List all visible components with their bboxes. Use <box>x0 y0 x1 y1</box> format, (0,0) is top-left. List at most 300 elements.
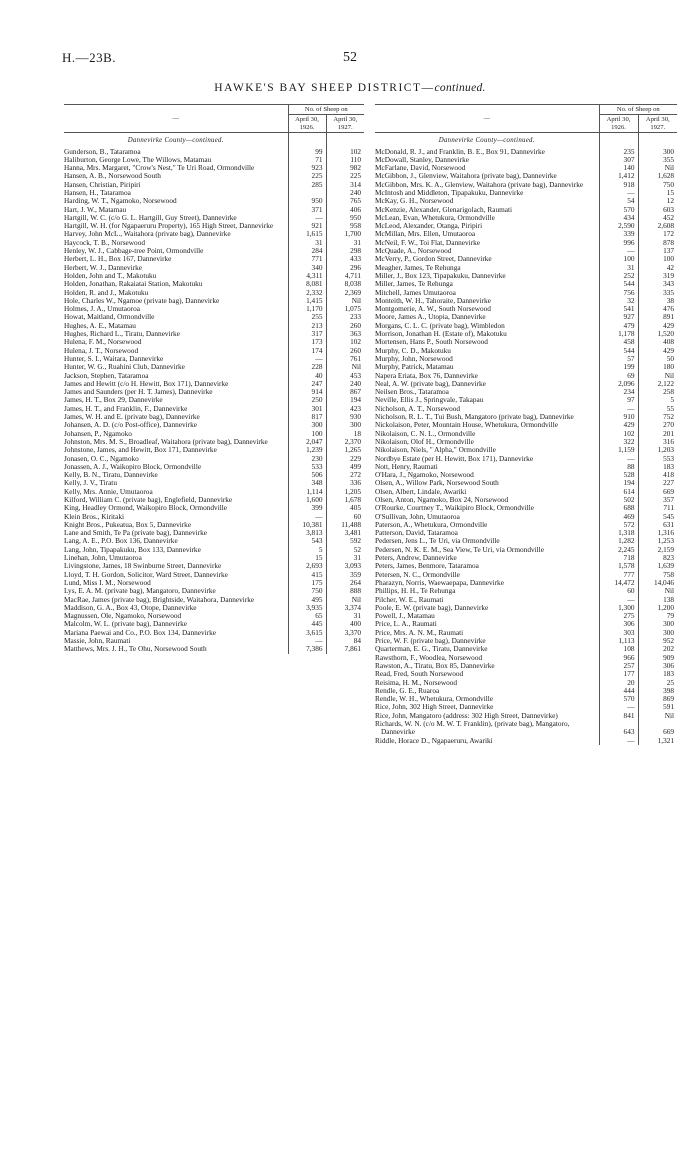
sheep-table-right <box>375 104 677 745</box>
owner-name: Nott, Henry, Raumati <box>375 463 599 471</box>
sheep-1927: 1,628 <box>657 171 675 181</box>
owner-name: Hartgill, W. C. (c/o G. L. Hartgill, Guy Street), Dannevirke <box>64 214 288 222</box>
sheep-1926: 750 <box>288 587 326 595</box>
owner-name: Johnston, Mrs. M. S., Broadleaf, Waitahora (private bag), Dannevirke <box>64 438 288 446</box>
owner-name: Jonasen, O. C., Ngamoko <box>64 455 288 463</box>
sheep-1926: — <box>599 405 638 413</box>
owner-name: Johansen, P., Ngamoko <box>64 430 288 438</box>
sheep-1927: 270 <box>663 420 675 430</box>
sheep-1927: 2,369 <box>344 287 362 297</box>
owner-name: Lang, A. E., P.O. Box 136, Dannevirke <box>64 537 288 545</box>
sheep-1927: 408 <box>663 337 675 347</box>
owner-name: Quarterman, E. G., Tiratu, Dannevirke <box>375 645 599 653</box>
sheep-1926: 444 <box>599 687 638 695</box>
sheep-1927: 1,316 <box>657 528 675 538</box>
owner-name: Murphy, Patrick, Matamau <box>375 363 599 371</box>
sheep-1926: 1,412 <box>599 172 638 180</box>
sheep-1927: 909 <box>663 652 675 662</box>
sheep-1927: 765 <box>350 196 362 206</box>
owner-name: Mariana Paewai and Co., P.O. Box 134, Dannevirke <box>64 629 288 637</box>
sheep-1927: 11,488 <box>341 519 362 529</box>
owner-name: Hartgill, W. H. (for Ngapaeruru Property), 165 High Street, Dannevirke <box>64 222 288 230</box>
sheep-1926: 32 <box>599 297 638 305</box>
sheep-1927: 225 <box>350 171 362 181</box>
sheep-1926: 415 <box>288 571 326 579</box>
sheep-1926: 506 <box>288 471 326 479</box>
owner-name: Peters, James, Benmore, Tataramoa <box>375 562 599 570</box>
owner-name: Rawston, A., Tiratu, Box 85, Dannevirke <box>375 662 599 670</box>
sheep-1926: 923 <box>288 164 326 172</box>
sheep-1926: 502 <box>599 496 638 504</box>
owner-name: Hanna, Mrs. Margaret, "Crow's Nest," Te Uri Road, Ormondville <box>64 164 288 172</box>
sheep-1927: 31 <box>353 553 362 563</box>
owner-name: Harvey, John McL., Waitahora (private bag), Dannevirke <box>64 230 288 238</box>
sheep-1927: 631 <box>663 519 675 529</box>
sheep-1926: 2,590 <box>599 222 638 230</box>
sheep-1927: 12 <box>666 196 675 206</box>
owner-name: Reisima, H. M., Norsewood <box>375 679 599 687</box>
name-column-header: — <box>375 105 599 133</box>
sheep-1927: 102 <box>350 146 362 156</box>
sheep-1926: 528 <box>599 471 638 479</box>
owner-name: Herbert, L. H., Box 167, Dannevirke <box>64 255 288 263</box>
owner-name: Richards, W. N. (c/o M. W. T. Franklin), (private bag), Mangatoro, Dannevirke <box>375 720 599 737</box>
owner-name: Lane and Smith, Te Pa (private bag), Dannevirke <box>64 529 288 537</box>
sheep-1926: 65 <box>288 612 326 620</box>
sheep-1927: Nil <box>664 710 675 720</box>
sheep-1927: 300 <box>663 627 675 637</box>
owner-name: Matthews, Mrs. J. H., Te Ohu, Norsewood South <box>64 645 288 653</box>
sheep-1927: 300 <box>663 619 675 629</box>
owner-name: Linehan, John, Umutaoroa <box>64 554 288 562</box>
sheep-1927: 758 <box>663 569 675 579</box>
sheep-count-header: No. of Sheep on <box>288 105 364 115</box>
owner-name: Jonassen, A. J., Waikopiro Block, Ormondville <box>64 463 288 471</box>
sheep-1927: 319 <box>663 270 675 280</box>
sheep-1926: 247 <box>288 380 326 388</box>
sheep-1927: 227 <box>663 478 675 488</box>
sheep-1927: 452 <box>663 212 675 222</box>
owner-name: Moore, James A., Utopia, Dannevirke <box>375 313 599 321</box>
sheep-1926: 306 <box>599 620 638 628</box>
sheep-1926: 1,615 <box>288 230 326 238</box>
page-header <box>0 50 700 70</box>
owner-name: Miller, J., Box 123, Tipapakuku, Dannevirke <box>375 272 599 280</box>
owner-name: Holden, John and T., Makotuku <box>64 272 288 280</box>
sheep-1927: 79 <box>666 611 675 621</box>
owner-name: McNeil, F. W., Toi Flat, Dannevirke <box>375 239 599 247</box>
sheep-1927: 5 <box>670 395 675 405</box>
sheep-1927: 138 <box>663 594 675 604</box>
sheep-1927: 363 <box>350 329 362 339</box>
owner-name: Magnussen, Ole, Ngamoko, Norsewood <box>64 612 288 620</box>
sheep-1927: 15 <box>666 188 675 197</box>
sheep-1927: 1,200 <box>657 602 675 612</box>
sheep-1927: 357 <box>663 494 675 504</box>
sheep-1927: 761 <box>350 353 362 363</box>
owner-name: Mitchell, James Umutaoroa <box>375 289 599 297</box>
sheep-1927: Nil <box>664 586 675 596</box>
sheep-1927: Nil <box>351 362 362 372</box>
sheep-1927: 42 <box>666 262 675 272</box>
owner-name: Price, W. F. (private bag), Dannevirke <box>375 637 599 645</box>
owner-name: Riddle, Horace D., Ngapaeruru, Awariki <box>375 737 599 745</box>
sheep-1926: 285 <box>288 181 326 189</box>
sheep-1927: 398 <box>663 685 675 695</box>
sheep-1927: 823 <box>663 553 675 563</box>
sheep-1927: 335 <box>663 287 675 297</box>
owner-name: Miller, James, Te Rehunga <box>375 280 599 288</box>
year-1927-header: April 30, 1927. <box>638 115 677 133</box>
sheep-1927: Nil <box>664 370 675 380</box>
sheep-1927: 406 <box>350 204 362 214</box>
owner-name: McGibbon, Mrs. K. A., Glenview, Waitahora (private bag), Dannevirke <box>375 181 599 189</box>
owner-name: Holmes, J. A., Umutaoroa <box>64 305 288 313</box>
owner-name: Nikolaison, Olof H., Ormondville <box>375 438 599 446</box>
owner-name: Hansen, Christian, Piripiri <box>64 181 288 189</box>
owner-name: McIntosh and Middleton, Tipapakuku, Dannevirke <box>375 189 599 197</box>
sheep-1927: 180 <box>663 362 675 372</box>
sheep-1927: 453 <box>350 370 362 380</box>
owner-name: Henley, W. J., Cabbage-tree Point, Ormondville <box>64 247 288 255</box>
sheep-1926: 275 <box>599 612 638 620</box>
sheep-1927: 55 <box>666 403 675 413</box>
owner-name: Powell, J., Matamau <box>375 612 599 620</box>
owner-name: Maddison, G. A., Box 43, Otope, Dannevirke <box>64 604 288 612</box>
owner-name: Howat, Maitland, Ormondville <box>64 313 288 321</box>
owner-name: Napera Eriata, Box 76, Dannevirke <box>375 372 599 380</box>
sheep-1927: 2,608 <box>657 221 675 231</box>
owner-name: O'Rourke, Courtney T., Waikipiro Block, Ormondville <box>375 504 599 512</box>
sheep-1927: 336 <box>350 478 362 488</box>
owner-name: Mortensen, Hans P., South Norsewood <box>375 338 599 346</box>
sheep-1927: 272 <box>350 470 362 480</box>
sheep-1926: 20 <box>599 679 638 687</box>
sheep-1926: 317 <box>288 330 326 338</box>
owner-name: Kelly, B. N., Tiratu, Dannevirke <box>64 471 288 479</box>
owner-name: Montgomerie, A. W., South Norsewood <box>375 305 599 313</box>
sheep-1927: 499 <box>350 461 362 471</box>
sheep-1926: 543 <box>288 537 326 545</box>
sheep-1927: 429 <box>663 320 675 330</box>
owner-name: Lloyd, T. H. Gordon, Solicitor, Ward Street, Dannevirke <box>64 571 288 579</box>
sheep-1926: 303 <box>599 629 638 637</box>
owner-name: Patterson, David, Tataramoa <box>375 529 599 537</box>
sheep-1926: 173 <box>288 338 326 346</box>
sheep-1927: 2,159 <box>657 544 675 554</box>
sheep-1926: 257 <box>599 662 638 670</box>
sheep-1927: 433 <box>350 254 362 264</box>
sheep-1926: 340 <box>288 264 326 272</box>
owner-name: Hughes, A. E., Matamau <box>64 322 288 330</box>
owner-name: Massie, John, Raumati <box>64 637 288 645</box>
owner-name: James, H. T., and Franklin, F., Dannevirke <box>64 405 288 413</box>
owner-name: McDowall, Stanley, Dannevirke <box>375 156 599 164</box>
sheep-1927: 545 <box>663 511 675 521</box>
year-1926-header: April 30, 1926. <box>288 115 326 133</box>
sheep-1927: 1,205 <box>344 486 362 496</box>
sheep-1927: 84 <box>353 636 362 646</box>
sheep-1926: 777 <box>599 571 638 579</box>
sheep-1927: 4,711 <box>344 270 362 280</box>
sheep-1927: Nil <box>351 594 362 604</box>
sheep-1927: 314 <box>350 179 362 189</box>
title-main: HAWKE'S BAY SHEEP DISTRICT— <box>214 82 435 94</box>
sheep-1926: 1,114 <box>288 488 326 496</box>
sheep-1926: 429 <box>599 421 638 429</box>
sheep-1926: 40 <box>288 372 326 380</box>
owner-name: Rawsthorn, F., Woodlea, Norsewood <box>375 654 599 662</box>
sheep-1926: — <box>599 737 638 745</box>
sheep-1926: 469 <box>599 513 638 521</box>
sheep-1926: 688 <box>599 504 638 512</box>
sheep-1926: 8,081 <box>288 280 326 288</box>
sheep-1927: 240 <box>350 188 362 197</box>
sheep-1926: 996 <box>599 239 638 247</box>
sheep-1926: 817 <box>288 413 326 421</box>
sheep-1926: — <box>599 247 638 255</box>
owner-name: Hughes, Richard L., Tiratu, Dannevirke <box>64 330 288 338</box>
sheep-1926: 495 <box>288 596 326 604</box>
sheep-1927: 201 <box>663 428 675 438</box>
owner-name: Murphy, John, Norsewood <box>375 355 599 363</box>
sheep-1927: 50 <box>666 353 675 363</box>
sheep-1927: 3,093 <box>344 561 362 571</box>
sheep-1927: 258 <box>663 387 675 397</box>
owner-name: Malcolm, W. L. (private bag), Dannevirke <box>64 620 288 628</box>
owner-name: McGibbon, J., Glenview, Waitahora (private bag), Dannevirke <box>375 172 599 180</box>
owner-name: Holden, Jonathan, Rakaiatai Station, Makotuku <box>64 280 288 288</box>
page-number: 52 <box>343 50 357 65</box>
sheep-1926: 99 <box>288 148 326 156</box>
owner-name: Haliburton, George Lowe, The Willows, Matamau <box>64 156 288 164</box>
sheep-1927: 52 <box>353 544 362 554</box>
sheep-1926: — <box>599 189 638 197</box>
sheep-1927: 110 <box>350 154 362 164</box>
sheep-1926: 570 <box>599 206 638 214</box>
sheep-1927: 2,370 <box>344 436 362 446</box>
sheep-1927: 429 <box>663 345 675 355</box>
owner-name: O'Hara, J., Ngamoko, Norsewood <box>375 471 599 479</box>
sheep-1927: 476 <box>663 304 675 314</box>
sheep-1927: 300 <box>663 146 675 156</box>
sheep-1926: 175 <box>288 579 326 587</box>
sheep-1927: 183 <box>663 461 675 471</box>
sheep-1926: 322 <box>599 438 638 446</box>
sheep-1927: 298 <box>350 246 362 256</box>
owner-name: Neville, Ellis J., Springvale, Takapau <box>375 396 599 404</box>
sheep-1926: 97 <box>599 396 638 404</box>
sheep-1926: 572 <box>599 521 638 529</box>
sheep-1927: 296 <box>350 262 362 272</box>
owner-name: Neal, A. W. (private bag), Dannevirke <box>375 380 599 388</box>
owner-name: Olsen, Anton, Ngamoko, Box 24, Norsewood <box>375 496 599 504</box>
sheep-1926: 2,096 <box>599 380 638 388</box>
owner-name: O'Sullivan, John, Umutaoroa <box>375 513 599 521</box>
sheep-1926: 966 <box>599 654 638 662</box>
sheep-1927: 423 <box>350 403 362 413</box>
sheep-1927: 7,861 <box>344 644 362 654</box>
sheep-1926: 2,693 <box>288 562 326 570</box>
sheep-1927: 867 <box>350 387 362 397</box>
sheep-1926: 250 <box>288 396 326 404</box>
sheep-1927: 14,046 <box>653 577 675 587</box>
owner-name: McKay, G. H., Norsewood <box>375 197 599 205</box>
sheep-1926: 927 <box>599 313 638 321</box>
sheep-1926: 255 <box>288 313 326 321</box>
sheep-1927: 306 <box>663 660 675 670</box>
sheep-1927: 100 <box>663 254 675 264</box>
sheep-1926: 348 <box>288 479 326 487</box>
owner-name: James and Saunders (per H. T. James), Dannevirke <box>64 388 288 396</box>
owner-name: McVerry, P., Gordon Street, Dannevirke <box>375 255 599 263</box>
sheep-1927: 102 <box>350 337 362 347</box>
sheep-1926: 479 <box>599 322 638 330</box>
sheep-1926: 841 <box>599 712 638 720</box>
owner-name: Herbert, W. J., Dannevirke <box>64 264 288 272</box>
owner-name: Read, Fred, South Norsewood <box>375 670 599 678</box>
owner-name: Hunter, W. G., Ruahini Club, Dannevirke <box>64 363 288 371</box>
owner-name: MacRae, James (private bag), Brightside, Waitahora, Dannevirke <box>64 596 288 604</box>
table-row <box>375 737 677 745</box>
sheep-1926: 2,332 <box>288 289 326 297</box>
sheep-1927: 38 <box>666 295 675 305</box>
owner-name: Murphy, C. D., Makotuku <box>375 347 599 355</box>
sheep-1926: 54 <box>599 197 638 205</box>
sheep-1926: 71 <box>288 156 326 164</box>
sheep-1927: 240 <box>350 378 362 388</box>
sheep-1926: 235 <box>599 148 638 156</box>
sheep-1926: 544 <box>599 347 638 355</box>
sheep-1926: 2,047 <box>288 438 326 446</box>
sheep-1926: 284 <box>288 247 326 255</box>
sheep-1926: 301 <box>288 405 326 413</box>
owner-name: Hulena, J. T., Norsewood <box>64 347 288 355</box>
owner-name: Poole, E. W. (private bag), Dannevirke <box>375 604 599 612</box>
owner-name: Nikolaison, Niels, " Alpha," Ormondville <box>375 446 599 454</box>
sheep-1926: 756 <box>599 289 638 297</box>
sheep-1927: 669 <box>663 486 675 496</box>
owner-name: Petersen, N. C., Ormondville <box>375 571 599 579</box>
owner-name: Rice, John, Mangatoro (address: 302 High Street, Dannevirke) <box>375 712 599 720</box>
sheep-1926: 225 <box>288 172 326 180</box>
owner-name: Nicholson, A. T., Norsewood <box>375 405 599 413</box>
owner-name: Monteith, W. H., Tahoraite, Dannevirke <box>375 297 599 305</box>
owner-name: Phillips, H. H., Te Rehunga <box>375 587 599 595</box>
sheep-1926: 921 <box>288 222 326 230</box>
sheep-1926: 339 <box>599 230 638 238</box>
sheep-1926: 31 <box>288 239 326 247</box>
title-continued: continued. <box>434 82 486 94</box>
sheep-1926: 228 <box>288 363 326 371</box>
owner-name: Kelly, Mrs. Annie, Umutaoroa <box>64 488 288 496</box>
sheep-1926: 4,311 <box>288 272 326 280</box>
owner-name: Harding, W. T., Ngamoko, Norsewood <box>64 197 288 205</box>
owner-name: Rice, John, 302 High Street, Dannevirke <box>375 703 599 711</box>
sheep-1926: 3,935 <box>288 604 326 612</box>
sheep-1927: 260 <box>350 345 362 355</box>
sheep-1926: 1,600 <box>288 496 326 504</box>
sheep-1927: 591 <box>663 702 675 712</box>
sheep-1926: 614 <box>599 488 638 496</box>
sheep-1926: 918 <box>599 181 638 189</box>
sheep-1926: 31 <box>599 264 638 272</box>
owner-name: James, W. H. and E. (private bag), Dannevirke <box>64 413 288 421</box>
sheep-1927: 137 <box>663 246 675 256</box>
owner-name: Neilsen Bros., Tataramoa <box>375 388 599 396</box>
sheep-1927: 405 <box>350 503 362 513</box>
sheep-1927: 891 <box>663 312 675 322</box>
sheep-1927: 2,122 <box>657 378 675 388</box>
sheep-1926: — <box>288 637 326 645</box>
sheep-1926: 544 <box>599 280 638 288</box>
owner-name: Kelly, J. V., Tiratu <box>64 479 288 487</box>
sheep-1927: Nil <box>351 295 362 305</box>
sheep-1926: 541 <box>599 305 638 313</box>
sheep-1926: 914 <box>288 388 326 396</box>
owner-name: Knight Bros., Pukeatua, Box 5, Dannevirke <box>64 521 288 529</box>
sheep-1926: 199 <box>599 363 638 371</box>
table-row <box>375 720 677 737</box>
owner-name: Hole, Charles W., Ngamoe (private bag), Dannevirke <box>64 297 288 305</box>
owner-name: Kilford, William C. (private bag), Englefield, Dannevirke <box>64 496 288 504</box>
sheep-1926: 2,245 <box>599 546 638 554</box>
sheep-1927: 31 <box>353 237 362 247</box>
left-column <box>64 104 364 654</box>
name-column-header: — <box>64 105 288 133</box>
sheep-1927: 878 <box>663 237 675 247</box>
sheep-1927: 8,038 <box>344 279 362 289</box>
sheep-1926: 57 <box>599 355 638 363</box>
owner-name: Olsen, Albert, Lindale, Awariki <box>375 488 599 496</box>
owner-name: Johnstone, James, and Hewitt, Box 171, Dannevirke <box>64 446 288 454</box>
sheep-1927: 1,678 <box>344 494 362 504</box>
sheep-1927: 958 <box>350 221 362 231</box>
sheep-1926: 1,578 <box>599 562 638 570</box>
document-reference: H.—23B. <box>62 50 117 65</box>
sheep-1927: 752 <box>663 412 675 422</box>
sheep-1926: 3,615 <box>288 629 326 637</box>
sheep-1927: 1,321 <box>657 735 675 745</box>
sheep-1926: 7,386 <box>288 645 326 653</box>
sheep-1926: 100 <box>288 430 326 438</box>
sheep-1926: 570 <box>599 695 638 703</box>
owner-name: Hansen, H., Tataramoa <box>64 189 288 197</box>
sheep-1926: 1,239 <box>288 446 326 454</box>
sheep-1927: 355 <box>663 154 675 164</box>
sheep-1926: — <box>599 596 638 604</box>
sheep-1927: 3,374 <box>344 602 362 612</box>
sheep-1926: 434 <box>599 214 638 222</box>
sheep-1927: 592 <box>350 536 362 546</box>
sheep-count-header: No. of Sheep on <box>599 105 677 115</box>
sheep-1926: 213 <box>288 322 326 330</box>
owner-name: Nordbye Estate (per H. Hewitt, Box 171), Dannevirke <box>375 455 599 463</box>
sheep-1927: 553 <box>663 453 675 463</box>
sheep-1927: 418 <box>663 470 675 480</box>
owner-name: Lang, John, Tipapakuku, Box 133, Dannevirke <box>64 546 288 554</box>
owner-name: Holden, R. and J., Makotuku <box>64 289 288 297</box>
sheep-1926: 950 <box>288 197 326 205</box>
owner-name: Lund, Miss I. M., Norsewood <box>64 579 288 587</box>
owner-name: King, Headley Ormond, Waikopiro Block, Ormondville <box>64 504 288 512</box>
sheep-1926: 1,113 <box>599 637 638 645</box>
sheep-1927: 233 <box>350 312 362 322</box>
sheep-1926: 718 <box>599 554 638 562</box>
sheep-1927: 25 <box>666 677 675 687</box>
owner-name: Hulena, F. M., Norsewood <box>64 338 288 346</box>
owner-name: Klein Bros., Kiritaki <box>64 513 288 521</box>
